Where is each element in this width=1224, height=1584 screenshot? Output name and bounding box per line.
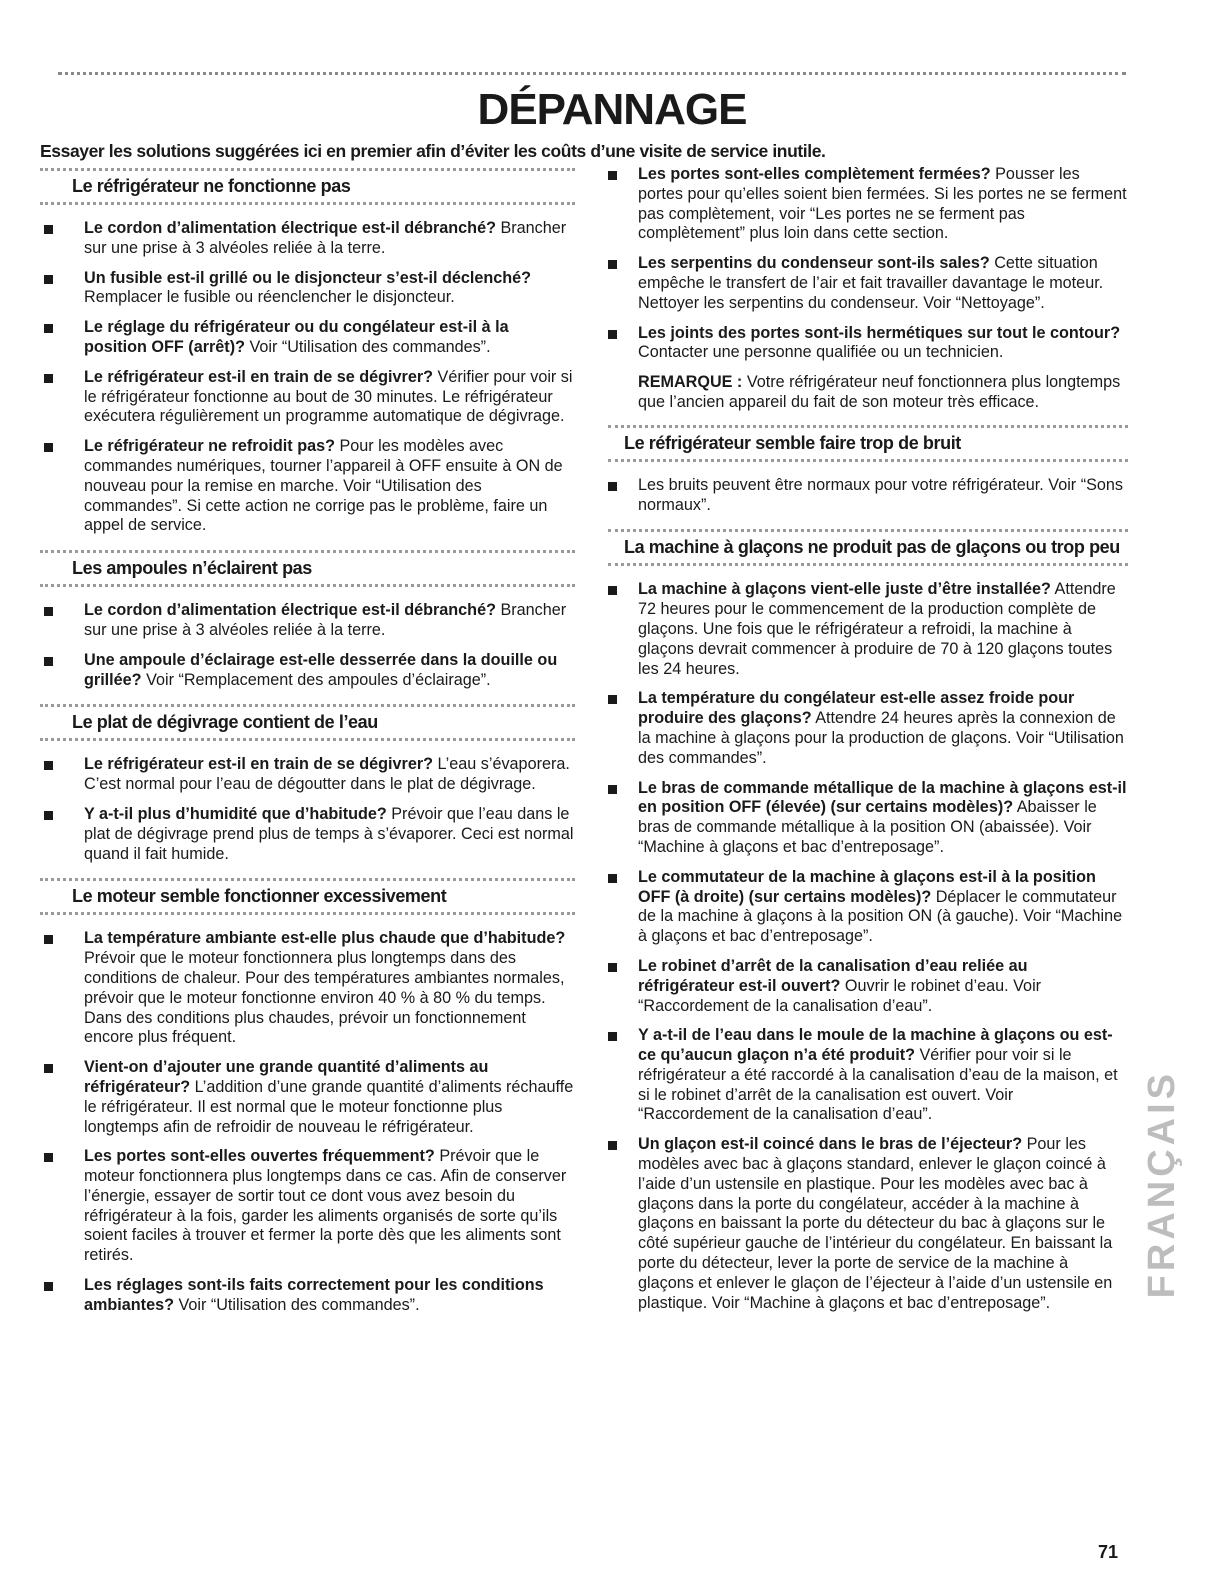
list-item	[608, 1135, 1128, 1313]
page-number: 71	[1098, 1542, 1119, 1562]
section-header	[40, 704, 575, 741]
list-item	[40, 1058, 575, 1137]
item-question: Les réglages sont-ils faits correctement pour les conditions ambiantes?	[84, 1276, 544, 1314]
item-question: Un glaçon est-il coincé dans le bras de l’éjecteur?	[638, 1135, 1023, 1154]
item-answer: Attendre 72 heures pour le commencement de la production complète de glaçons. Une fois que le réfrigérateur a refroidi, la machine à glaçons devrait commencer à produire de 70 à 120 glaçons toutes les 24 heures.	[638, 580, 1116, 678]
item-question: Le cordon d’alimentation électrique est-il débranché?	[84, 601, 496, 620]
bullet-icon	[608, 874, 617, 883]
item-answer: Brancher sur une prise à 3 alvéoles reliée à la terre.	[84, 601, 567, 639]
item-answer: Déplacer le commutateur de la machine à glaçons à la position ON (à gauche). Voir “Machine à glaçons et bac d’entreposage”.	[638, 887, 1123, 946]
item-question: Y a-t-il plus d’humidité que d’habitude?	[84, 804, 387, 823]
item-answer: Les bruits peuvent être normaux pour votre réfrigérateur. Voir “Sons normaux”.	[638, 475, 1123, 514]
item-question: Les portes sont-elles complètement fermées?	[638, 165, 991, 183]
item-question: Le réglage du réfrigérateur ou du congélateur est-il à la position OFF (arrêt)?	[84, 318, 509, 356]
section-heading: Les ampoules n’éclairent pas	[72, 558, 312, 579]
item-question: Le bras de commande métallique de la machine à glaçons est-il en position OFF (élevée) (sur certains modèles)?	[638, 778, 1127, 817]
section-items	[40, 601, 575, 690]
troubleshooting-section	[40, 168, 575, 536]
bullet-icon	[44, 811, 53, 820]
item-answer: Cette situation empêche le transfert de l’air et fait travailler davantage le moteur. Nettoyer les serpentins du condenseur. Voir “Nettoyage”.	[638, 254, 1104, 312]
item-answer: Vérifier pour voir si le réfrigérateur a été raccordé à la canalisation d’eau de la maison, et si le robinet d’arrêt de la canalisation est ouvert. Voir “Raccordement de la canalisation d’eau”.	[638, 1046, 1118, 1124]
bullet-icon	[44, 607, 53, 616]
bullet-icon	[608, 1141, 617, 1150]
item-answer: Attendre 24 heures après la connexion de la machine à glaçons pour la production de glaçons. Voir “Utilisation des commandes”.	[638, 709, 1124, 767]
list-item	[40, 219, 575, 259]
list-item	[40, 1276, 575, 1316]
item-answer: Remplacer le fusible ou réenclencher le disjoncteur.	[84, 288, 455, 307]
bullet-icon	[608, 695, 617, 704]
item-question: La température du congélateur est-elle assez froide pour produire des glaçons?	[638, 689, 1075, 728]
section-heading: Le réfrigérateur ne fonctionne pas	[72, 176, 351, 196]
bullet-icon	[608, 785, 617, 794]
item-answer: Contacter une personne qualifiée ou un technicien.	[638, 343, 1004, 362]
item-question: Le robinet d’arrêt de la canalisation d’eau reliée au réfrigérateur est-il ouvert?	[638, 956, 1028, 995]
troubleshooting-section	[40, 878, 575, 1315]
note-text: Votre réfrigérateur neuf fonctionnera plus longtemps que l’ancien appareil du fait de son moteur très efficace.	[638, 373, 1121, 411]
list-item	[40, 651, 575, 691]
item-answer: Pour les modèles avec bac à glaçons standard, enlever le glaçon coincé à l’aide d’un ustensile en plastique. Pour les modèles avec bac à glaçons dans la porte du congélateur, accéder à la machine à glaçons en baissant la porte du détecteur du bac à glaçons sur le côté supérieur gauche de l’intérieur du congélateur. En baissant la porte du détecteur, lever la porte de service de la machine à glaçons et enlever le glaçon de l’éjecteur à l’aide d’un ustensile en plastique. Voir “Machine à glaçons et bac d’entreposage”.	[638, 1135, 1113, 1312]
item-question: Le cordon d’alimentation électrique est-il débranché?	[84, 219, 496, 237]
item-question: La machine à glaçons vient-elle juste d’être installée?	[638, 580, 1051, 599]
left-column	[40, 168, 575, 1330]
bullet-icon	[44, 1282, 53, 1291]
item-answer: Brancher sur une prise à 3 alvéoles reliée à la terre.	[84, 219, 567, 257]
section-header	[40, 168, 575, 205]
item-answer: Pour les modèles avec commandes numériques, tourner l’appareil à OFF ensuite à ON de nouveau pour la remise en marche. Voir “Utilisation des commandes”. Si cette action ne corrige pas le problème, faire un appel de service.	[84, 437, 563, 535]
item-question: Les portes sont-elles ouvertes fréquemment?	[84, 1147, 435, 1166]
note-label: REMARQUE :	[638, 373, 743, 392]
bullet-icon	[44, 443, 53, 452]
item-question: Un fusible est-il grillé ou le disjoncteur s’est-il déclenché?	[84, 268, 532, 287]
item-question: Les serpentins du condenseur sont-ils sales?	[638, 254, 990, 273]
bullet-icon	[608, 963, 617, 972]
list-item	[608, 254, 1128, 313]
list-item	[40, 318, 575, 358]
item-question: Le réfrigérateur est-il en train de se dégivrer?	[84, 755, 434, 774]
section-header	[40, 550, 575, 587]
item-question: Les joints des portes sont-ils hermétiques sur tout le contour?	[638, 323, 1121, 342]
troubleshooting-section	[608, 529, 1128, 1313]
section-header	[608, 529, 1128, 566]
list-item	[608, 779, 1128, 858]
section-heading: Le moteur semble fonctionner excessivement	[72, 886, 447, 907]
bullet-icon	[608, 260, 617, 269]
bullet-icon	[44, 657, 53, 666]
item-answer: Prévoir que le moteur fonctionnera plus longtemps dans ce cas. Afin de conserver l’énergie, essayer de sortir tout ce dont vous avez besoin du réfrigérateur à la fois, garder les aliments organisés de sorte qu’ils soient faciles à trouver et fermer la porte dès que les aliments sont retirés.	[84, 1147, 567, 1265]
list-item	[608, 1026, 1128, 1125]
bullet-icon	[44, 1153, 53, 1162]
top-rule	[58, 72, 1126, 75]
item-answer: Vérifier pour voir si le réfrigérateur fonctionne au bout de 30 minutes. Le réfrigérateur exécutera régulièrement un programme automatique de dégivrage.	[84, 367, 573, 426]
section-items	[40, 755, 575, 864]
section-heading: La machine à glaçons ne produit pas de glaçons ou trop peu	[624, 537, 1120, 558]
item-answer: Ouvrir le robinet d’eau. Voir “Raccordement de la canalisation d’eau”.	[638, 976, 1042, 1015]
item-answer: Abaisser le bras de commande métallique à la position ON (abaissée). Voir “Machine à glaçons et bac d’entreposage”.	[638, 798, 1097, 856]
item-question: Le réfrigérateur ne refroidit pas?	[84, 437, 335, 456]
list-item	[608, 580, 1128, 679]
list-item	[40, 269, 575, 309]
right-sections	[608, 425, 1128, 1314]
item-question: Le réfrigérateur est-il en train de se dégivrer?	[84, 367, 434, 386]
item-answer: Voir “Utilisation des commandes”.	[244, 337, 491, 356]
section-items	[40, 219, 575, 536]
item-answer: L’addition d’une grande quantité d’aliments réchauffe le réfrigérateur. Il est normal que le moteur fonctionne plus longtemps afin de refroidir de nouveau le réfrigérateur.	[84, 1077, 574, 1136]
list-item	[40, 1147, 575, 1266]
bullet-icon	[608, 330, 617, 339]
bullet-icon	[44, 1064, 53, 1073]
list-item	[40, 805, 575, 864]
item-question: Le commutateur de la machine à glaçons est-il à la position OFF (à droite) (sur certains modèles)?	[638, 867, 1096, 906]
bullet-icon	[44, 374, 53, 383]
list-item	[608, 476, 1128, 516]
list-item	[608, 957, 1128, 1016]
bullet-icon	[608, 586, 617, 595]
item-answer: L’eau s’évaporera. C’est normal pour l’eau de dégoutter dans le plat de dégivrage.	[84, 755, 570, 794]
item-question: La température ambiante est-elle plus chaude que d’habitude?	[84, 929, 566, 948]
intro-text: Essayer les solutions suggérées ici en premier afin d’éviter les coûts d’une visite de service inutile.	[40, 141, 826, 161]
item-answer: Prévoir que le moteur fonctionnera plus longtemps dans des conditions de chaleur. Pour des températures ambiantes normales, prévoir que le moteur fonctionne environ 40 % à 80 % du temps. Dans des conditions plus chaudes, prévoir un fonctionnement encore plus fréquent.	[84, 949, 565, 1047]
troubleshooting-section	[40, 550, 575, 690]
note-paragraph	[608, 373, 1128, 413]
item-answer: Voir “Remplacement des ampoules d’éclairage”.	[141, 670, 491, 689]
item-answer: Prévoir que l’eau dans le plat de dégivrage prend plus de temps à s’évaporer. Ceci est normal quand il fait humide.	[84, 804, 574, 863]
list-item	[40, 929, 575, 1048]
list-item	[40, 755, 575, 795]
section-items	[608, 476, 1128, 516]
section-header	[608, 425, 1128, 462]
section-heading: Le réfrigérateur semble faire trop de bruit	[624, 432, 961, 453]
troubleshooting-section	[608, 425, 1128, 516]
list-item	[608, 689, 1128, 768]
item-question: Vient-on d’ajouter une grande quantité d’aliments au réfrigérateur?	[84, 1058, 489, 1096]
right-column	[608, 165, 1128, 1327]
list-item	[40, 601, 575, 641]
item-question: Une ampoule d’éclairage est-elle desserrée dans la douille ou grillée?	[84, 650, 558, 689]
bullet-icon	[608, 1032, 617, 1041]
bullet-icon	[44, 275, 53, 284]
bullet-icon	[608, 171, 617, 180]
list-item	[40, 437, 575, 536]
section-items	[608, 580, 1128, 1313]
section-heading: Le plat de dégivrage contient de l’eau	[72, 712, 378, 733]
bullet-icon	[44, 935, 53, 944]
side-tab-label: FRANÇAIS	[1141, 1070, 1183, 1299]
list-item	[608, 868, 1128, 947]
item-answer: Pousser les portes pour qu’elles soient bien fermées. Si les portes ne se ferment pas complètement, voir “Les portes ne se ferment pas complètement” plus loin dans cette section.	[638, 165, 1127, 243]
list-item	[608, 324, 1128, 364]
bullet-icon	[44, 761, 53, 770]
language-side-tab	[1142, 1070, 1182, 1350]
bullet-icon	[44, 324, 53, 333]
list-item	[608, 165, 1128, 244]
page-title: DÉPANNAGE	[477, 85, 747, 134]
list-item	[40, 368, 575, 427]
item-question: Y a-t-il de l’eau dans le moule de la machine à glaçons ou est-ce qu’aucun glaçon n’a été produit?	[638, 1026, 1113, 1065]
section-items	[40, 929, 575, 1315]
right-top-list	[608, 165, 1128, 363]
item-answer: Voir “Utilisation des commandes”.	[173, 1295, 420, 1314]
bullet-icon	[44, 225, 53, 234]
troubleshooting-section	[40, 704, 575, 864]
section-header	[40, 878, 575, 915]
bullet-icon	[608, 482, 617, 491]
